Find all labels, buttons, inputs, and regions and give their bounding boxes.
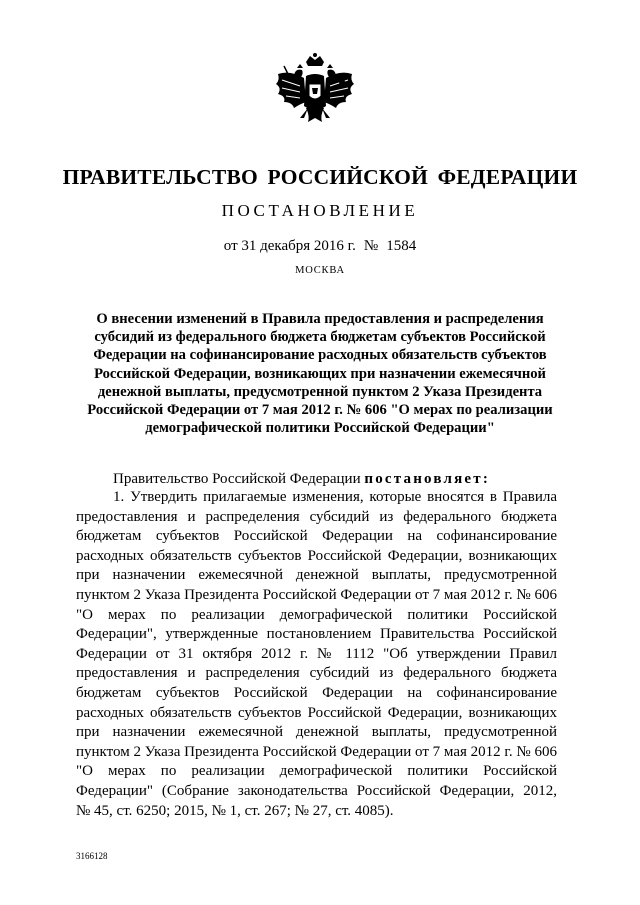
heading-line: Федерации на софинансирование расходных обязательств субъектов bbox=[93, 347, 547, 364]
body-line: пунктом 2 Указа Президента Российской Федерации от 7 мая 2012 г. № 606 bbox=[76, 586, 557, 603]
body-line: бюджетам субъектов Российской Федерации на софинансирование bbox=[76, 528, 557, 545]
heading-line: демографической политики Российской Федерации" bbox=[145, 420, 495, 437]
body-line: пунктом 2 Указа Президента Российской Федерации от 7 мая 2012 г. № 606 bbox=[76, 743, 557, 760]
decree-word: постановляет: bbox=[364, 471, 491, 487]
document-date: от 31 декабря 2016 г. bbox=[223, 238, 356, 254]
government-title: ПРАВИТЕЛЬСТВО РОССИЙСКОЙ ФЕДЕРАЦИИ bbox=[62, 165, 578, 189]
body-line: при назначении ежемесячной денежной выплаты, предусмотренной bbox=[76, 567, 557, 584]
body-line: Федерации от 31 октября 2012 г. № 1112 "Об утверждении Правил bbox=[76, 645, 557, 662]
body-line: "О мерах по реализации демографической политики Российской bbox=[76, 606, 557, 623]
heading-line: Российской Федерации от 7 мая 2012 г. № 606 "О мерах по реализации bbox=[87, 402, 553, 419]
body-line: расходных обязательств субъектов Российской Федерации, возникающих bbox=[76, 547, 557, 564]
preamble bbox=[113, 471, 490, 488]
body-line: предоставления и распределения субсидий из федерального бюджета bbox=[76, 665, 557, 682]
body-paragraph bbox=[76, 488, 557, 821]
russian-coat-of-arms-icon bbox=[270, 52, 360, 144]
body-line: "О мерах по реализации демографической политики Российской bbox=[76, 763, 557, 780]
heading-line: Российской Федерации, возникающих при назначении ежемесячной bbox=[94, 365, 546, 382]
document-type: ПОСТАНОВЛЕНИЕ bbox=[221, 201, 419, 220]
heading-line: субсидий из федерального бюджета бюджетам субъектов Российской bbox=[94, 329, 546, 346]
body-line: расходных обязательств субъектов Российской Федерации, возникающих bbox=[76, 704, 557, 721]
body-line: Федерации", утвержденные постановлением Правительства Российской bbox=[76, 626, 557, 643]
heading-line: денежной выплаты, предусмотренной пунктом 2 Указа Президента bbox=[97, 383, 543, 400]
body-line: предоставления и распределения субсидий из федерального бюджета bbox=[76, 508, 557, 525]
body-line: бюджетам субъектов Российской Федерации на софинансирование bbox=[76, 684, 557, 701]
body-line: № 45, ст. 6250; 2015, № 1, ст. 267; № 27, ст. 4085). bbox=[76, 802, 394, 819]
body-line: Федерации" (Собрание законодательства Российской Федерации, 2012, bbox=[76, 782, 557, 799]
document-city: МОСКВА bbox=[295, 265, 345, 276]
document-date-number bbox=[0, 238, 640, 255]
body-line: при назначении ежемесячной денежной выплаты, предусмотренной bbox=[76, 724, 557, 741]
body-line: 1. Утвердить прилагаемые изменения, которые вносятся в Правила bbox=[113, 489, 557, 505]
footer-code: 3166128 bbox=[76, 851, 108, 861]
heading-line: О внесении изменений в Правила предоставления и распределения bbox=[96, 311, 544, 327]
number-sign: № bbox=[363, 238, 379, 254]
document-heading bbox=[60, 310, 580, 437]
document-number: 1584 bbox=[386, 238, 417, 254]
preamble-text: Правительство Российской Федерации bbox=[113, 471, 361, 487]
